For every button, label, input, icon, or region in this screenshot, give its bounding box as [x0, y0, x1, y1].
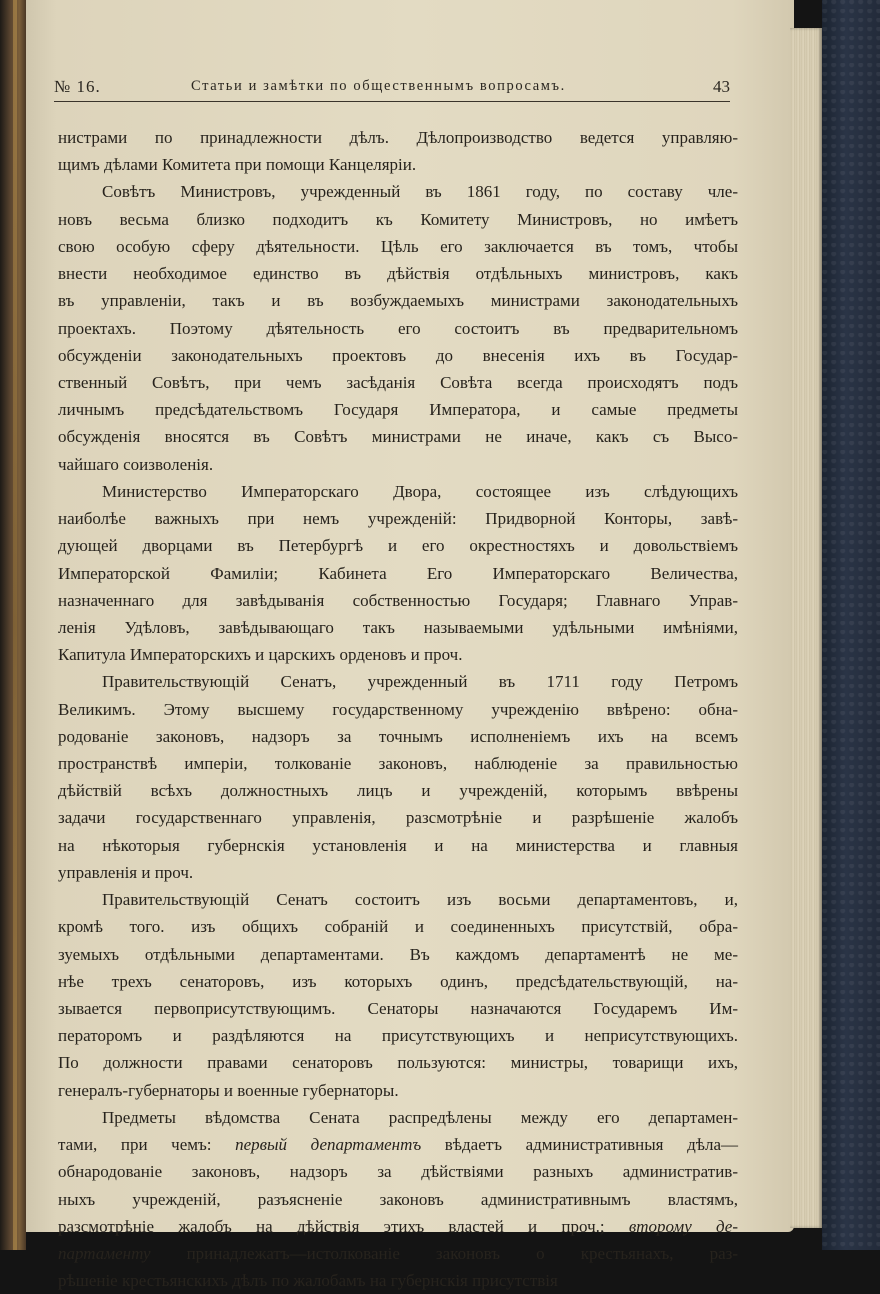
text-line — [58, 451, 738, 478]
text-run: принадлежатъ—истолкованіе законовъ о крестьянахъ, раз- — [150, 1243, 738, 1263]
text-line — [58, 560, 738, 587]
text-run: ленія Удѣловъ, завѣдывающаго такъ называемыми удѣльными имѣніями, — [58, 617, 738, 637]
text-line — [58, 396, 738, 423]
text-run: Совѣтъ Министровъ, учрежденный въ 1861 году, по составу чле- — [102, 182, 738, 202]
text-line — [58, 832, 738, 859]
text-run: Правительствующій Сенатъ, учрежденный въ 1711 году Петромъ — [102, 672, 738, 692]
text-run: вѣдаетъ административныя дѣла— — [421, 1135, 738, 1155]
text-run: назначеннаго для завѣдыванія собственностью Государя; Главнаго Управ- — [58, 590, 738, 610]
text-line — [58, 913, 738, 940]
text-line — [58, 696, 738, 723]
text-line — [58, 995, 738, 1022]
text-run: Министерство Императорскаго Двора, состоящее изъ слѣдующихъ — [102, 481, 738, 501]
text-run: Предметы вѣдомства Сената распредѣлены между его департамен- — [102, 1107, 738, 1127]
text-line — [58, 151, 738, 178]
text-run: зывается первоприсутствующимъ. Сенаторы назначаются Государемъ Им- — [58, 999, 738, 1018]
text-run: обсужденія вносятся въ Совѣтъ министрами не иначе, какъ съ Высо- — [58, 427, 738, 447]
text-line — [58, 641, 738, 668]
page-stack-edge — [790, 28, 822, 1228]
issue-number: № 16. — [54, 77, 101, 96]
text-run: наиболѣе важныхъ при немъ учрежденій: Придворной Конторы, завѣ- — [58, 509, 738, 529]
text-run: щимъ дѣлами Комитета при помощи Канцеляріи. — [58, 155, 417, 175]
text-run: кромѣ того. изъ общихъ собраній и соединенныхъ присутствій, обра- — [58, 917, 738, 937]
text-line — [58, 423, 738, 450]
text-line — [58, 478, 738, 505]
text-run: задачи государственнаго управленія, разсмотрѣніе и разрѣшеніе жалобъ — [58, 808, 738, 828]
text-run: генералъ-губернаторы и военные губернаторы. — [58, 1080, 399, 1100]
text-run: Императорской Фамиліи; Кабинета Его Императорскаго Величества, — [58, 563, 738, 583]
text-run: обнародованіе законовъ, надзоръ за дѣйствіями разныхъ административ- — [58, 1162, 738, 1182]
text-line — [58, 1267, 738, 1294]
text-run: нистрами по принадлежности дѣлъ. Дѣлопроизводство ведется управляю- — [58, 128, 738, 147]
text-line — [58, 505, 738, 532]
text-run: въ управленіи, такъ и въ возбуждаемыхъ министрами законодательныхъ — [58, 291, 738, 311]
text-run: Правительствующій Сенатъ состоитъ изъ восьми департаментовъ, и, — [102, 890, 738, 910]
text-line — [58, 886, 738, 913]
text-line — [58, 287, 738, 314]
header-rule — [54, 101, 730, 102]
text-line — [58, 124, 738, 151]
text-line — [58, 614, 738, 641]
text-run: ператоромъ и раздѣляются на присутствующихъ и неприсутствующихъ. — [58, 1026, 738, 1046]
body-text — [58, 124, 738, 1294]
text-line — [58, 1077, 738, 1104]
text-line — [58, 178, 738, 205]
text-line — [58, 1022, 738, 1049]
text-line — [58, 723, 738, 750]
text-run: свою особую сферу дѣятельности. Цѣль его заключается въ томъ, чтобы — [58, 236, 738, 256]
text-run: управленія и проч. — [58, 862, 194, 882]
running-header — [54, 77, 730, 101]
text-run: рѣшеніе крестьянскихъ дѣлъ по жалобамъ на губернскія присутствія — [58, 1271, 558, 1291]
text-run: ственный Совѣтъ, при чемъ засѣданія Совѣта всегда происходятъ подъ — [58, 372, 738, 392]
text-run: тами, при чемъ: — [58, 1135, 236, 1155]
text-run: пространствѣ имперіи, толкованіе законовъ, наблюденіе за правильностью — [58, 754, 738, 774]
text-line — [58, 1158, 738, 1185]
text-line — [58, 206, 738, 233]
text-run: дующей дворцами въ Петербургѣ и его окрестностяхъ и довольствіемъ — [58, 536, 738, 556]
text-run: проектахъ. Поэтому дѣятельность его состоитъ въ предварительномъ — [58, 318, 738, 338]
text-line — [58, 342, 738, 369]
text-line — [58, 260, 738, 287]
text-line — [58, 315, 738, 342]
text-line — [58, 1131, 738, 1158]
text-run: новъ весьма близко подходитъ къ Комитету Министровъ, но имѣетъ — [58, 209, 738, 229]
text-run: По должности правами сенаторовъ пользуются: министры, товарищи ихъ, — [58, 1053, 738, 1073]
text-line — [58, 532, 738, 559]
text-line — [58, 587, 738, 614]
text-line — [58, 1240, 738, 1267]
book-spine-edge — [0, 0, 26, 1250]
text-run: нѣе трехъ сенаторовъ, изъ которыхъ одинъ, предсѣдательствующій, на- — [58, 971, 738, 991]
text-run: личнымъ предсѣдательствомъ Государя Императора, и самые предметы — [58, 400, 738, 420]
italic-text: партаменту — [58, 1243, 151, 1263]
text-line — [58, 1186, 738, 1213]
text-line — [58, 777, 738, 804]
text-run: зуемыхъ отдѣльными департаментами. Въ каждомъ департаментѣ не ме- — [58, 944, 738, 964]
text-run: на нѣкоторыя губернскія установленія и на министерства и главныя — [58, 835, 738, 855]
text-line — [58, 804, 738, 831]
text-line — [58, 668, 738, 695]
italic-text: второму де- — [628, 1216, 739, 1236]
italic-text: первый департаментъ — [235, 1135, 422, 1155]
text-line — [58, 233, 738, 260]
running-title: Статьи и замѣтки по общественнымъ вопросамъ. — [191, 78, 566, 94]
text-line — [58, 1213, 738, 1240]
text-line — [58, 750, 738, 777]
text-line — [58, 968, 738, 995]
text-run: Великимъ. Этому высшему государственному учрежденію ввѣрено: обна- — [58, 699, 738, 719]
book-cover — [822, 0, 880, 1250]
text-run: чайшаго соизволенія. — [58, 454, 214, 474]
text-run: разсмотрѣніе жалобъ на дѣйствія этихъ властей и проч.; — [58, 1216, 629, 1236]
text-line — [58, 369, 738, 396]
text-line — [58, 859, 738, 886]
page-number: 43 — [713, 77, 730, 96]
text-run: внести необходимое единство въ дѣйствія отдѣльныхъ министровъ, какъ — [58, 264, 738, 284]
text-run: ныхъ учрежденій, разъясненіе законовъ административнымъ властямъ, — [58, 1189, 738, 1209]
text-line — [58, 1104, 738, 1131]
text-line — [58, 941, 738, 968]
text-run: дѣйствій всѣхъ должностныхъ лицъ и учрежденій, которымъ ввѣрены — [58, 781, 738, 801]
text-line — [58, 1049, 738, 1076]
text-run: обсужденіи законодательныхъ проектовъ до внесенія ихъ въ Государ- — [58, 345, 738, 365]
text-run: Капитула Императорскихъ и царскихъ орденовъ и проч. — [58, 645, 463, 665]
text-run: родованіе законовъ, надзоръ за точнымъ исполненіемъ ихъ на всемъ — [58, 726, 738, 746]
